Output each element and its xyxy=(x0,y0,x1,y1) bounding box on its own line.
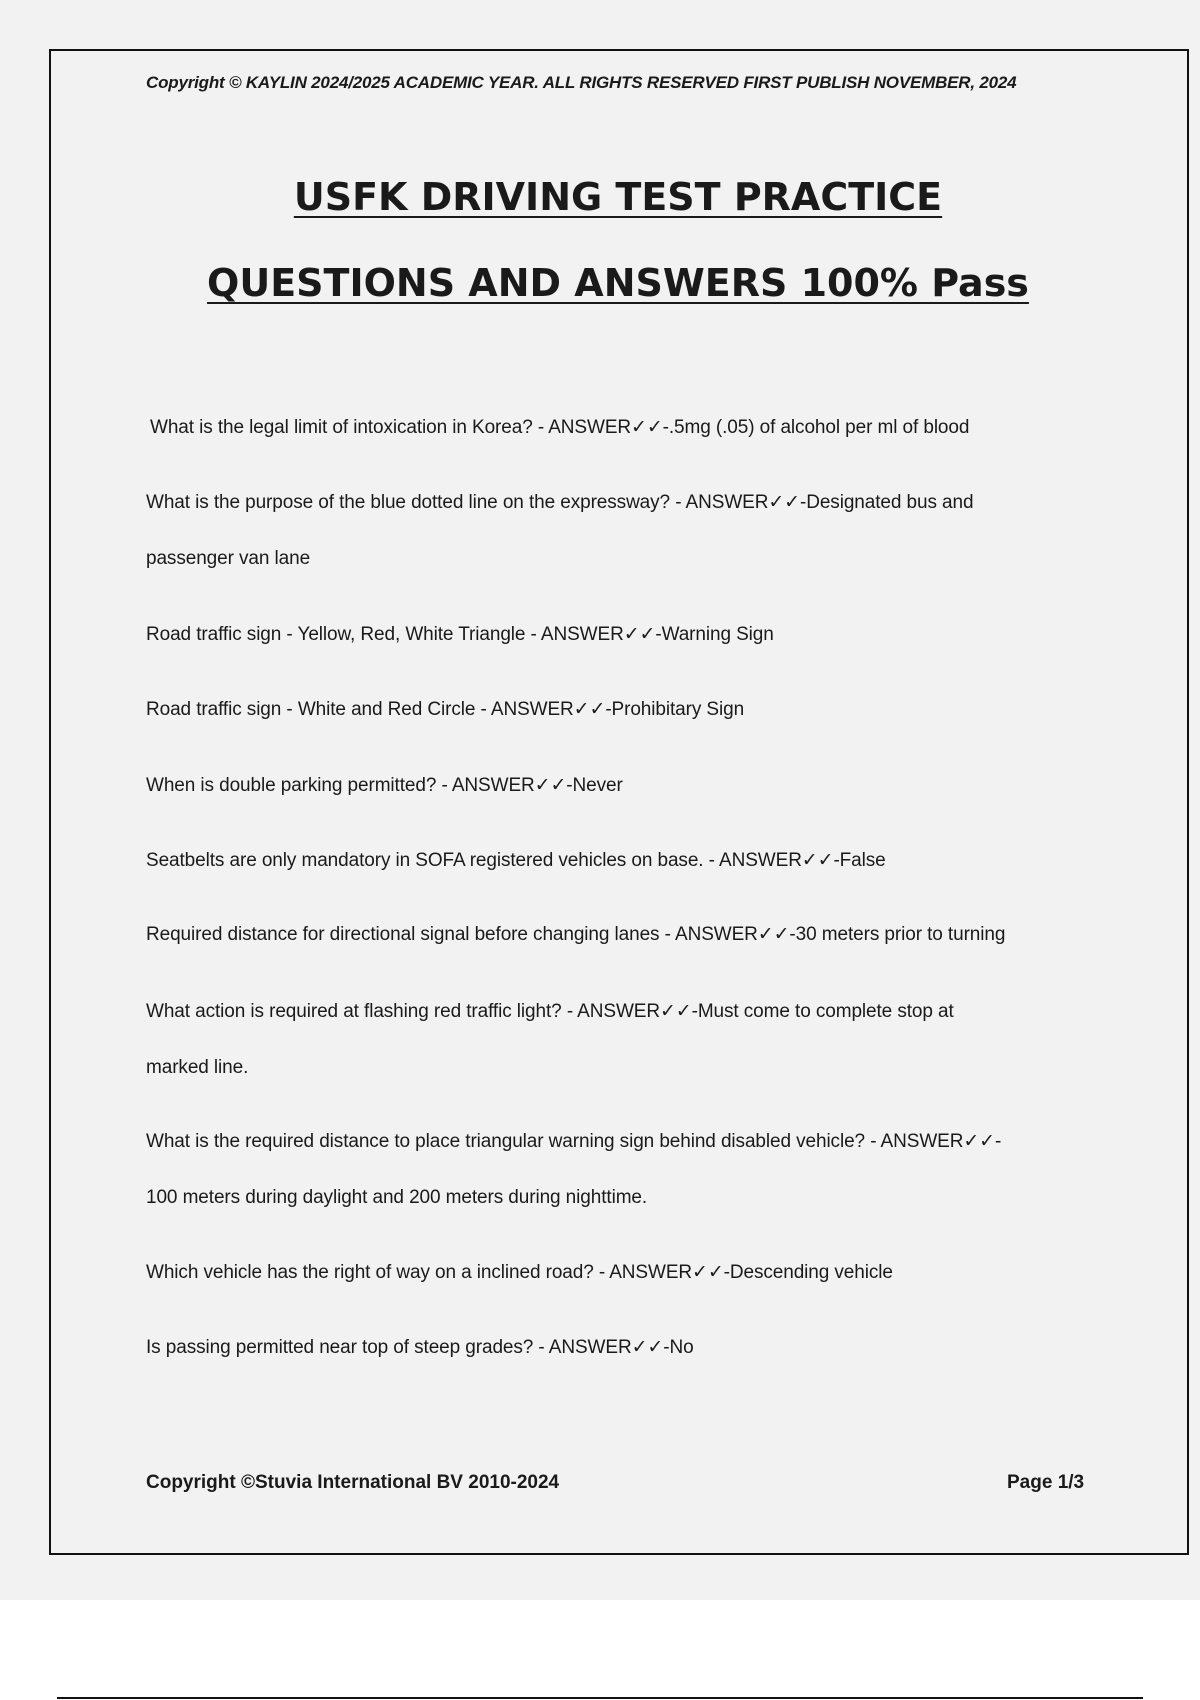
qa-line: 100 meters during daylight and 200 meters during nighttime. xyxy=(146,1187,648,1208)
qa-line: Road traffic sign - White and Red Circle - ANSWER✓✓-Prohibitary Sign xyxy=(146,699,745,720)
qa-line: What is the required distance to place triangular warning sign behind disabled vehicle? - ANSWER✓✓- xyxy=(146,1131,1002,1152)
document-title-line-2 xyxy=(0,261,1200,305)
header-copyright: Copyright © KAYLIN 2024/2025 ACADEMIC YEAR. ALL RIGHTS RESERVED FIRST PUBLISH NOVEMBER, 2024 xyxy=(146,73,1017,92)
document-title-line-1 xyxy=(0,175,1200,219)
qa-line: Is passing permitted near top of steep grades? - ANSWER✓✓-No xyxy=(146,1337,694,1358)
title-line-2-text: QUESTIONS AND ANSWERS 100% Pass xyxy=(207,261,1029,305)
title-line-1-text: USFK DRIVING TEST PRACTICE xyxy=(293,175,943,219)
qa-line: When is double parking permitted? - ANSWER✓✓-Never xyxy=(146,775,623,796)
qa-line: Required distance for directional signal before changing lanes - ANSWER✓✓-30 meters prior to turning xyxy=(146,924,1006,945)
qa-line: Road traffic sign - Yellow, Red, White Triangle - ANSWER✓✓-Warning Sign xyxy=(146,624,774,645)
qa-line: What action is required at flashing red traffic light? - ANSWER✓✓-Must come to complete stop at xyxy=(146,1001,954,1022)
qa-line: What is the legal limit of intoxication in Korea? - ANSWER✓✓-.5mg (.05) of alcohol per ml of blood xyxy=(150,417,970,438)
next-page-divider xyxy=(57,1697,1143,1699)
qa-line: Which vehicle has the right of way on a inclined road? - ANSWER✓✓-Descending vehicle xyxy=(146,1262,893,1283)
qa-line: marked line. xyxy=(146,1057,249,1078)
qa-line: What is the purpose of the blue dotted line on the expressway? - ANSWER✓✓-Designated bus and xyxy=(146,492,974,513)
qa-line: passenger van lane xyxy=(146,548,311,569)
qa-line: Seatbelts are only mandatory in SOFA registered vehicles on base. - ANSWER✓✓-False xyxy=(146,850,886,871)
footer-copyright: Copyright ©Stuvia International BV 2010-2024 xyxy=(146,1472,560,1493)
page-number: Page 1/3 xyxy=(1007,1472,1085,1493)
